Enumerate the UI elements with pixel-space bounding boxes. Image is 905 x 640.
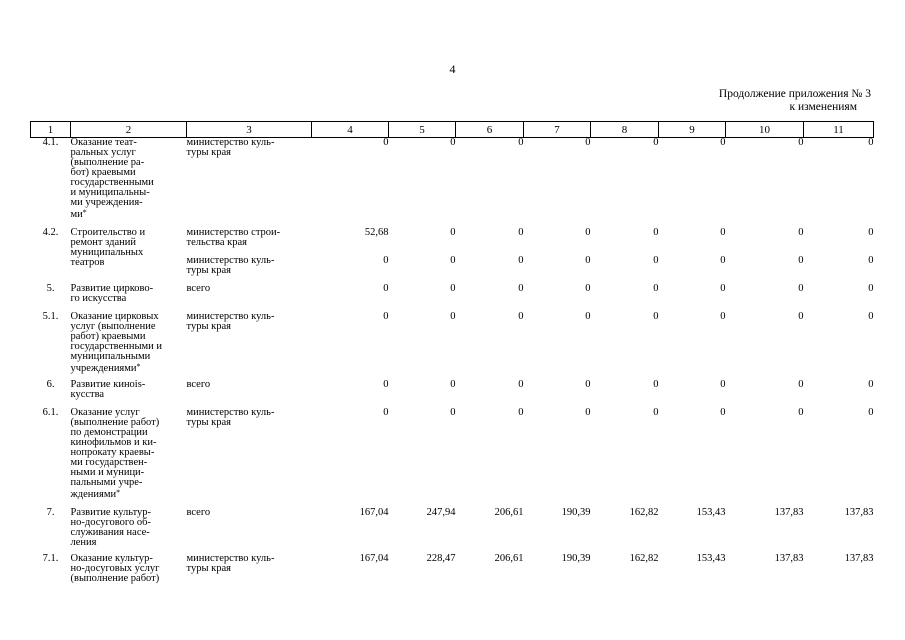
table-body <box>31 138 874 585</box>
value: 0 <box>720 255 726 266</box>
table-row <box>31 408 874 508</box>
value-cell <box>726 508 804 554</box>
value-cell <box>456 284 524 312</box>
value: 0 <box>653 407 659 418</box>
value-cell <box>659 228 726 284</box>
footnote-marker: * <box>116 488 121 497</box>
value-cell <box>726 228 804 284</box>
value-cell <box>659 284 726 312</box>
row-name-cell <box>71 554 187 584</box>
value: 0 <box>868 283 874 294</box>
value: 0 <box>450 311 456 322</box>
executor-cell <box>187 138 312 229</box>
value: 0 <box>450 379 456 390</box>
value-cell <box>389 508 456 554</box>
column-header: 3 <box>187 122 312 138</box>
row-number: 4.2. <box>42 227 59 238</box>
value: 162,82 <box>629 553 659 564</box>
value: 0 <box>383 311 389 322</box>
executor: всего <box>186 379 211 390</box>
value-cell <box>312 228 389 284</box>
table-row <box>31 312 874 380</box>
value: 0 <box>585 227 591 238</box>
value-cell <box>591 312 659 380</box>
footnote-marker: * <box>82 208 87 217</box>
value: 137,83 <box>774 553 804 564</box>
value: 137,83 <box>844 507 874 518</box>
page-number: 4 <box>449 62 456 76</box>
row-name: Оказание теат- ральных услуг (выполнение ра- бот) краевыми государственными и муниципальны- ми учреждения- ми <box>70 137 154 220</box>
row-name-cell <box>71 408 187 508</box>
value: 190,39 <box>561 553 591 564</box>
row-name-cell <box>71 228 187 284</box>
value-cell <box>591 554 659 584</box>
value-cell <box>524 284 591 312</box>
value-cell <box>456 554 524 584</box>
value-cell <box>591 284 659 312</box>
value: 167,04 <box>359 507 389 518</box>
value-cell <box>456 312 524 380</box>
value-cell <box>456 508 524 554</box>
value-cell <box>659 312 726 380</box>
value: 0 <box>720 311 726 322</box>
value: 228,47 <box>426 553 456 564</box>
value-cell <box>456 228 524 284</box>
row-name: Развитие культур- но-досугового об- служивания насе- ления <box>70 507 152 548</box>
value-cell <box>312 408 389 508</box>
value: 0 <box>585 379 591 390</box>
column-header: 10 <box>726 122 804 138</box>
row-name: Оказание услуг (выполнение работ) по демонстрации кинофильмов и ки- нопрокату краевы- ми государствен- ными и муници- пальными учре- ждениями <box>70 407 160 500</box>
value-cell <box>591 138 659 229</box>
value: 190,39 <box>561 507 591 518</box>
value: 0 <box>518 227 524 238</box>
row-name: Оказание культур- но-досуговых услуг (выполнение работ) <box>70 553 160 584</box>
value: 0 <box>798 311 804 322</box>
value: 0 <box>868 137 874 148</box>
value: 0 <box>653 137 659 148</box>
appendix-caption <box>719 88 871 114</box>
value-cell <box>804 554 874 584</box>
value: 0 <box>585 255 591 266</box>
value-cell <box>389 554 456 584</box>
value-cell <box>524 554 591 584</box>
footnote-marker: * <box>136 362 141 371</box>
value-cell <box>804 138 874 229</box>
value-cell <box>591 408 659 508</box>
executor-cell <box>187 312 312 380</box>
value-cell <box>659 508 726 554</box>
value-cell <box>312 554 389 584</box>
value-cell <box>312 380 389 408</box>
value-cell <box>389 228 456 284</box>
executor: всего <box>186 283 211 294</box>
column-header: 8 <box>591 122 659 138</box>
table-row <box>31 228 874 284</box>
value-cell <box>726 380 804 408</box>
value: 153,43 <box>696 553 726 564</box>
value: 0 <box>383 283 389 294</box>
value-cell <box>726 312 804 380</box>
value: 162,82 <box>629 507 659 518</box>
value: 0 <box>653 379 659 390</box>
value-cell <box>659 554 726 584</box>
executor-cell <box>187 380 312 408</box>
value: 0 <box>798 379 804 390</box>
value: 0 <box>868 311 874 322</box>
value: 0 <box>720 407 726 418</box>
value: 247,94 <box>426 507 456 518</box>
value: 0 <box>450 137 456 148</box>
executor-cell <box>187 554 312 584</box>
value: 0 <box>383 407 389 418</box>
value: 0 <box>585 407 591 418</box>
value: 206,61 <box>494 507 524 518</box>
value-cell <box>659 408 726 508</box>
executor: министерство куль- туры края <box>186 255 275 276</box>
value: 0 <box>798 227 804 238</box>
row-name: Строительство и ремонт зданий муниципальных театров <box>70 227 146 268</box>
value-cell <box>312 312 389 380</box>
table-header-row <box>31 122 874 138</box>
value-cell <box>726 408 804 508</box>
value-cell <box>804 380 874 408</box>
value: 0 <box>720 379 726 390</box>
executor: министерство куль- туры края <box>186 407 275 428</box>
value-cell <box>389 284 456 312</box>
value: 0 <box>720 137 726 148</box>
executor: министерство куль- туры края <box>186 137 275 158</box>
value-cell <box>591 228 659 284</box>
value-cell <box>389 380 456 408</box>
column-header: 11 <box>804 122 874 138</box>
value: 0 <box>585 283 591 294</box>
column-header: 9 <box>659 122 726 138</box>
row-name: Развитие кинois- кусства <box>70 379 146 400</box>
value-cell <box>524 228 591 284</box>
executor: министерство строи- тельства края <box>186 227 281 248</box>
value-cell <box>524 138 591 229</box>
value-cell <box>804 284 874 312</box>
row-name-cell <box>71 380 187 408</box>
value-cell <box>524 380 591 408</box>
value-cell <box>804 508 874 554</box>
value: 0 <box>798 255 804 266</box>
column-header: 4 <box>312 122 389 138</box>
table-row <box>31 138 874 229</box>
value-cell <box>726 138 804 229</box>
value-cell <box>456 380 524 408</box>
value: 0 <box>518 379 524 390</box>
executor-cell <box>187 408 312 508</box>
appendix-caption-line-2: к изменениям <box>789 101 857 113</box>
value: 52,68 <box>364 227 389 238</box>
value-cell <box>456 138 524 229</box>
row-number: 5. <box>46 283 55 294</box>
value-cell <box>591 508 659 554</box>
value: 0 <box>450 227 456 238</box>
value: 206,61 <box>494 553 524 564</box>
value-cell <box>312 138 389 229</box>
table-row <box>31 554 874 584</box>
value: 0 <box>868 227 874 238</box>
value: 0 <box>798 283 804 294</box>
value: 0 <box>518 311 524 322</box>
row-number: 5.1. <box>42 311 59 322</box>
row-name-cell <box>71 138 187 229</box>
value: 0 <box>653 311 659 322</box>
value-cell <box>726 554 804 584</box>
value-cell <box>389 408 456 508</box>
value-cell <box>659 380 726 408</box>
value-cell <box>524 508 591 554</box>
value: 0 <box>518 255 524 266</box>
column-header: 6 <box>456 122 524 138</box>
row-name: Развитие цирково- го искусства <box>70 283 154 304</box>
row-number: 7. <box>46 507 55 518</box>
value-cell <box>524 312 591 380</box>
value: 0 <box>653 255 659 266</box>
value: 0 <box>585 137 591 148</box>
row-number: 6. <box>46 379 55 390</box>
value: 0 <box>383 379 389 390</box>
value: 0 <box>868 379 874 390</box>
value: 0 <box>720 283 726 294</box>
value: 0 <box>653 283 659 294</box>
table-row <box>31 284 874 312</box>
column-header: 2 <box>71 122 187 138</box>
table-row <box>31 508 874 554</box>
value: 0 <box>868 407 874 418</box>
executor: министерство куль- туры края <box>186 553 275 574</box>
executor: всего <box>186 507 211 518</box>
appendix-caption-line-1: Продолжение приложения № 3 <box>718 88 871 100</box>
column-header: 7 <box>524 122 591 138</box>
value-cell <box>804 228 874 284</box>
row-number: 7.1. <box>42 553 59 564</box>
executor-cell <box>187 284 312 312</box>
row-name-cell <box>71 284 187 312</box>
value-cell <box>389 138 456 229</box>
value: 137,83 <box>844 553 874 564</box>
value: 0 <box>450 407 456 418</box>
row-name: Оказание цирковых услуг (выполнение работ) краевыми государственными и муниципальными учреждениями <box>70 311 163 374</box>
value: 0 <box>798 137 804 148</box>
value: 0 <box>518 407 524 418</box>
value-cell <box>312 508 389 554</box>
value: 0 <box>798 407 804 418</box>
value-cell <box>389 312 456 380</box>
row-number: 4.1. <box>42 137 59 148</box>
value: 0 <box>518 137 524 148</box>
value: 0 <box>383 137 389 148</box>
value: 167,04 <box>359 553 389 564</box>
executor-cell <box>187 228 312 284</box>
value: 0 <box>450 283 456 294</box>
value: 0 <box>868 255 874 266</box>
column-header: 5 <box>389 122 456 138</box>
executor-cell <box>187 508 312 554</box>
value: 0 <box>450 255 456 266</box>
value-cell <box>659 138 726 229</box>
value: 0 <box>518 283 524 294</box>
value-cell <box>804 312 874 380</box>
row-number: 6.1. <box>42 407 59 418</box>
value-cell <box>726 284 804 312</box>
column-header: 1 <box>31 122 71 138</box>
data-table <box>30 121 874 584</box>
value: 0 <box>653 227 659 238</box>
value: 0 <box>720 227 726 238</box>
executor: министерство куль- туры края <box>186 311 275 332</box>
value: 137,83 <box>774 507 804 518</box>
value-cell <box>456 408 524 508</box>
value: 153,43 <box>696 507 726 518</box>
value-cell <box>524 408 591 508</box>
table-row <box>31 380 874 408</box>
value: 0 <box>383 255 389 266</box>
value: 0 <box>585 311 591 322</box>
value-cell <box>804 408 874 508</box>
row-name-cell <box>71 508 187 554</box>
value-cell <box>312 284 389 312</box>
value-cell <box>591 380 659 408</box>
row-name-cell <box>71 312 187 380</box>
